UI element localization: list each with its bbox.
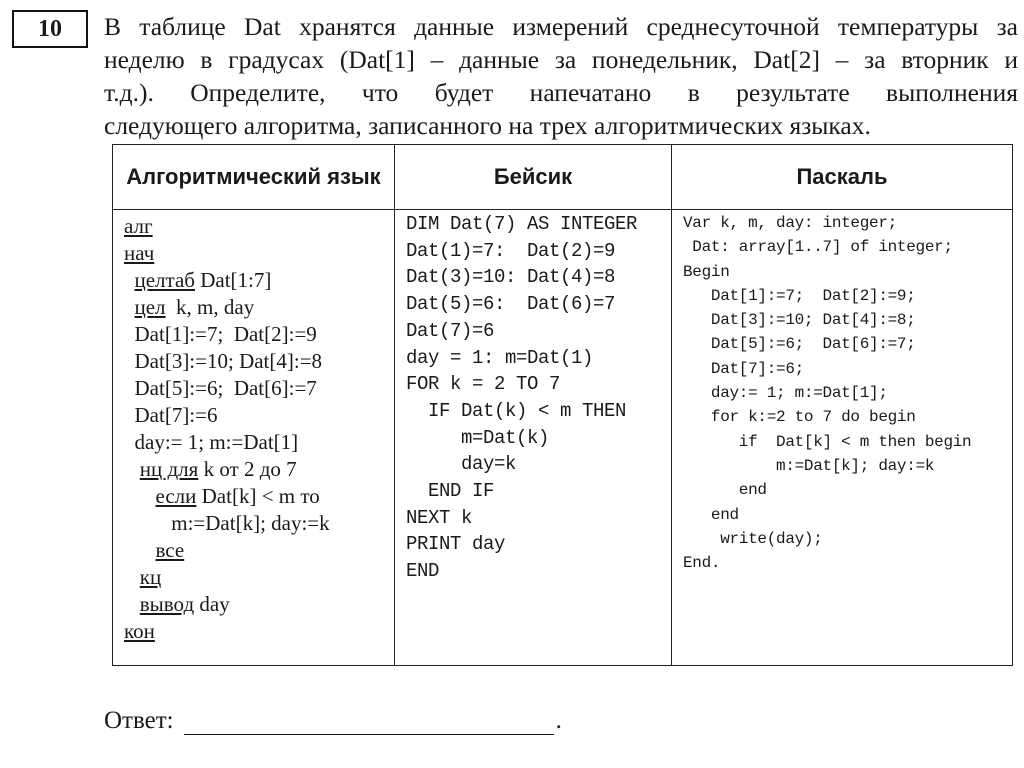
algorithmic-keyword: алг — [124, 214, 153, 238]
algorithmic-code-line — [124, 456, 393, 483]
algorithmic-code-line — [124, 618, 393, 645]
answer-label: Ответ: — [104, 707, 174, 734]
basic-code-line: Dat(3)=10: Dat(4)=8 — [406, 266, 616, 289]
algorithmic-keyword: если — [155, 484, 197, 508]
algorithmic-code-line — [124, 267, 393, 294]
algorithmic-code-text: day — [194, 592, 230, 616]
algorithmic-code-line — [124, 537, 393, 564]
pascal-code-line: if Dat[k] < m then begin — [683, 432, 972, 451]
answer-end-mark: . — [555, 707, 562, 734]
algorithmic-keyword: целтаб — [134, 268, 195, 292]
basic-code-line: day=k — [406, 453, 517, 476]
table-header-row — [113, 145, 1013, 210]
pascal-code-line: Dat[3]:=10; Dat[4]:=8; — [683, 311, 916, 330]
basic-code-line: IF Dat(k) < m THEN — [406, 399, 627, 422]
algorithmic-code-text: Dat[7]:=6 — [134, 403, 218, 427]
algorithmic-code-line — [124, 483, 393, 510]
algorithmic-code-text: Dat[5]:=6; Dat[6]:=7 — [134, 376, 317, 400]
algorithmic-code-line — [124, 294, 393, 321]
basic-code-line: DIM Dat(7) AS INTEGER — [406, 213, 638, 235]
basic-code-line: Dat(1)=7: Dat(2)=9 — [406, 239, 616, 262]
basic-code — [396, 211, 670, 585]
basic-code-line: END IF — [406, 480, 495, 503]
header-algorithmic: Алгоритмический язык — [113, 145, 395, 210]
pascal-code-line: write(day); — [683, 529, 823, 548]
basic-code-line: PRINT day — [406, 533, 506, 556]
basic-code-line: END — [406, 560, 440, 583]
algorithmic-code-line — [124, 591, 393, 618]
algorithmic-code-line — [124, 348, 393, 375]
algorithmic-code-line — [124, 510, 393, 537]
algorithmic-code-text: Dat[1]:=7; Dat[2]:=9 — [134, 322, 317, 346]
algorithmic-code-line — [124, 321, 393, 348]
algorithmic-code-line — [124, 429, 393, 456]
basic-code-line: Dat(5)=6: Dat(6)=7 — [406, 293, 616, 316]
task-number-box — [12, 10, 88, 48]
algorithmic-keyword: кц — [139, 565, 162, 589]
algorithmic-code — [114, 211, 393, 645]
algorithm-table — [112, 144, 1013, 666]
answer-blank-line[interactable] — [184, 704, 554, 735]
algorithmic-keyword: кон — [124, 619, 155, 643]
pascal-code-line: Dat[7]:=6; — [683, 359, 804, 378]
prompt-line: неделю в градусах (Dat[1] – данные за понедельник, Dat[2] – за вторник и — [104, 45, 1018, 74]
basic-code-line: FOR k = 2 TO 7 — [406, 373, 561, 396]
algorithmic-keyword: вывод — [139, 592, 195, 616]
pascal-code-line: day:= 1; m:=Dat[1]; — [683, 384, 888, 403]
pascal-code-line: Dat[1]:=7; Dat[2]:=9; — [683, 286, 916, 305]
algorithmic-keyword: нач — [124, 241, 155, 265]
pascal-code-line: Dat: array[1..7] of integer; — [683, 238, 953, 257]
answer-row — [104, 704, 562, 735]
algorithmic-code-line — [124, 564, 393, 591]
basic-code-line: day = 1: m=Dat(1) — [406, 346, 594, 369]
algorithmic-code-text: Dat[1:7] — [194, 268, 272, 292]
algorithmic-code-line — [124, 240, 393, 267]
algorithmic-code-text: m:=Dat[k]; day:=k — [171, 511, 330, 535]
basic-code-line: NEXT k — [406, 506, 473, 529]
algorithmic-code-line — [124, 375, 393, 402]
algorithmic-keyword: нц для — [139, 457, 199, 481]
pascal-code-line: end — [683, 505, 739, 524]
algorithmic-code-text: k от 2 до 7 — [198, 457, 297, 481]
table-code-row — [113, 210, 1013, 666]
header-pascal: Паскаль — [672, 145, 1013, 210]
algorithmic-code-text: Dat[k] < m то — [196, 484, 320, 508]
prompt-line: В таблице Dat хранятся данные измерений среднесуточной температуры за — [104, 12, 1018, 41]
algorithmic-code-line — [124, 402, 393, 429]
algorithmic-keyword: цел — [134, 295, 166, 319]
algorithmic-code-text: day:= 1; m:=Dat[1] — [134, 430, 299, 454]
prompt-line: следующего алгоритма, записанного на трех алгоритмических языках. — [104, 111, 871, 140]
cell-pascal — [672, 210, 1013, 666]
basic-code-line: Dat(7)=6 — [406, 319, 495, 342]
pascal-code-line: for k:=2 to 7 do begin — [683, 408, 916, 427]
pascal-code-line: Dat[5]:=6; Dat[6]:=7; — [683, 335, 916, 354]
pascal-code-line: m:=Dat[k]; day:=k — [683, 456, 935, 475]
pascal-code-line: Var k, m, day: integer; — [683, 214, 897, 232]
algorithmic-code-text: k, m, day — [165, 295, 255, 319]
pascal-code-line: End. — [683, 554, 721, 573]
basic-code-line: m=Dat(k) — [406, 426, 550, 449]
prompt-line: т.д.). Определите, что будет напечатано в результате выполнения — [104, 78, 1018, 107]
header-basic: Бейсик — [395, 145, 672, 210]
cell-algorithmic — [113, 210, 395, 666]
task-prompt — [104, 10, 1018, 142]
algorithmic-keyword: все — [155, 538, 185, 562]
cell-basic — [395, 210, 672, 666]
algorithmic-code-text: Dat[3]:=10; Dat[4]:=8 — [134, 349, 323, 373]
pascal-code — [673, 211, 1011, 575]
algorithmic-code-line — [124, 213, 393, 240]
pascal-code-line: Begin — [683, 262, 730, 281]
pascal-code-line: end — [683, 481, 767, 500]
task-number: 10 — [38, 15, 62, 42]
